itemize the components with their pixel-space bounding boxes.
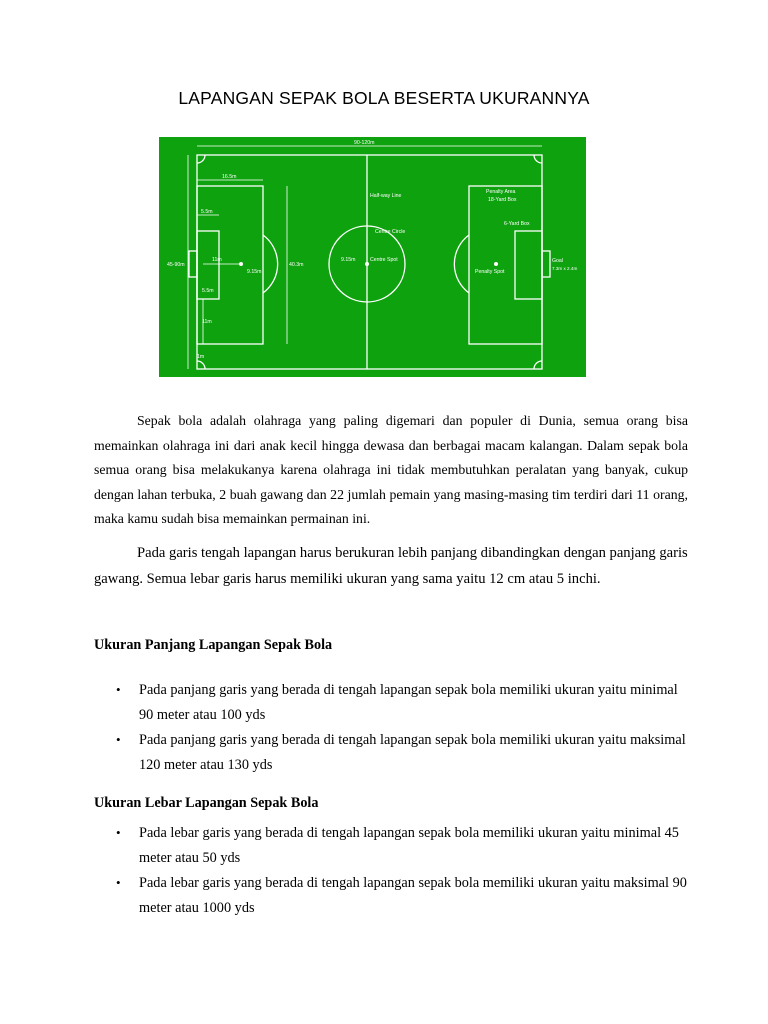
list-item-text: Pada panjang garis yang berada di tengah lapangan sepak bola memiliki ukuran yaitu minimal 90 meter atau 100 yds xyxy=(139,682,678,723)
label-penalty-width: 40.3m xyxy=(289,262,304,268)
centre-spot xyxy=(365,262,369,266)
list-item xyxy=(94,871,694,921)
list-item xyxy=(94,821,694,871)
football-field-diagram xyxy=(159,137,586,377)
right-goal xyxy=(542,251,550,277)
bullet-icon: • xyxy=(116,825,121,840)
left-goal xyxy=(189,251,197,277)
corner-arc-top-right xyxy=(534,155,542,163)
right-penalty-spot xyxy=(494,262,498,266)
corner-arc-bottom-left xyxy=(197,361,205,369)
label-goal: Goal xyxy=(552,258,563,264)
paragraph-intro: Sepak bola adalah olahraga yang paling digemari dan populer di Dunia, semua orang bisa memainkan olahraga ini dari anak kecil hingga dewasa dan berbagai macam kalangan. Dalam sepak bola semua orang bisa melakukanya karena olahraga ini tidak membutuhkan peralatan yang banyak, cukup dengan lahan terbuka, 2 buah gawang dan 22 jumlah pemain yang masing-masing tim terdiri dari 11 orang, maka kamu sudah bisa memainkan permainan ini. xyxy=(94,413,688,526)
left-penalty-spot xyxy=(239,262,243,266)
right-goal-area xyxy=(515,231,542,299)
left-penalty-arc xyxy=(263,235,278,293)
label-goal-area-side: 5.5m xyxy=(202,288,214,294)
bullet-icon: • xyxy=(116,682,121,697)
label-centre-circle: Centre Circle xyxy=(375,229,406,235)
list-item-text: Pada panjang garis yang berada di tengah lapangan sepak bola memiliki ukuran yaitu maksimal 120 meter atau 130 yds xyxy=(139,732,686,773)
corner-arc-bottom-right xyxy=(534,361,542,369)
label-centre-spot: Centre Spot xyxy=(370,257,398,263)
label-corner-arc: 1m xyxy=(197,354,205,360)
list-ukuran-panjang xyxy=(94,678,694,778)
label-penalty-depth: 16.5m xyxy=(222,174,237,180)
right-penalty-area xyxy=(469,186,542,344)
label-centre-radius: 9.15m xyxy=(341,257,356,263)
page-title: LAPANGAN SEPAK BOLA BESERTA UKURANNYA xyxy=(178,88,590,108)
label-goal-area-depth: 5.5m xyxy=(201,209,213,215)
label-side-distance: 11m xyxy=(202,319,212,325)
corner-arc-top-left xyxy=(197,155,205,163)
label-6-yard-box: 6-Yard Box xyxy=(504,221,530,227)
list-item xyxy=(94,728,694,778)
list-ukuran-lebar xyxy=(94,821,694,921)
label-width: 45-90m xyxy=(167,262,185,268)
bullet-icon: • xyxy=(116,875,121,891)
heading-ukuran-lebar: Ukuran Lebar Lapangan Sepak Bola xyxy=(94,795,319,811)
paragraph-line-width: Pada garis tengah lapangan harus berukuran lebih panjang dibandingkan dengan panjang garis gawang. Semua lebar garis harus memiliki ukuran yang sama yaitu 12 cm atau 5 inchi. xyxy=(94,545,688,587)
list-item-text: Pada lebar garis yang berada di tengah lapangan sepak bola memiliki ukuran yaitu maksimal 90 meter atau 1000 yds xyxy=(139,875,687,916)
label-penalty-area: Penalty Area xyxy=(486,189,516,195)
list-item-text: Pada lebar garis yang berada di tengah lapangan sepak bola memiliki ukuran yaitu minimal 45 meter atau 50 yds xyxy=(139,825,679,866)
heading-ukuran-panjang: Ukuran Panjang Lapangan Sepak Bola xyxy=(94,637,333,653)
label-goal-size: 7.3m x 2.4m xyxy=(552,266,578,271)
field-svg xyxy=(159,137,586,377)
label-18-yard-box: 18-Yard Box xyxy=(488,197,517,203)
list-item xyxy=(94,678,694,728)
label-penalty-spot-distance: 11m xyxy=(212,257,222,263)
label-half-way-line: Half-way Line xyxy=(370,193,402,199)
label-penalty-spot: Penalty Spot xyxy=(475,269,505,275)
label-length: 90-120m xyxy=(354,140,375,146)
right-penalty-arc xyxy=(454,235,469,293)
bullet-icon: • xyxy=(116,732,121,748)
label-penalty-arc-radius: 9.15m xyxy=(247,269,262,275)
